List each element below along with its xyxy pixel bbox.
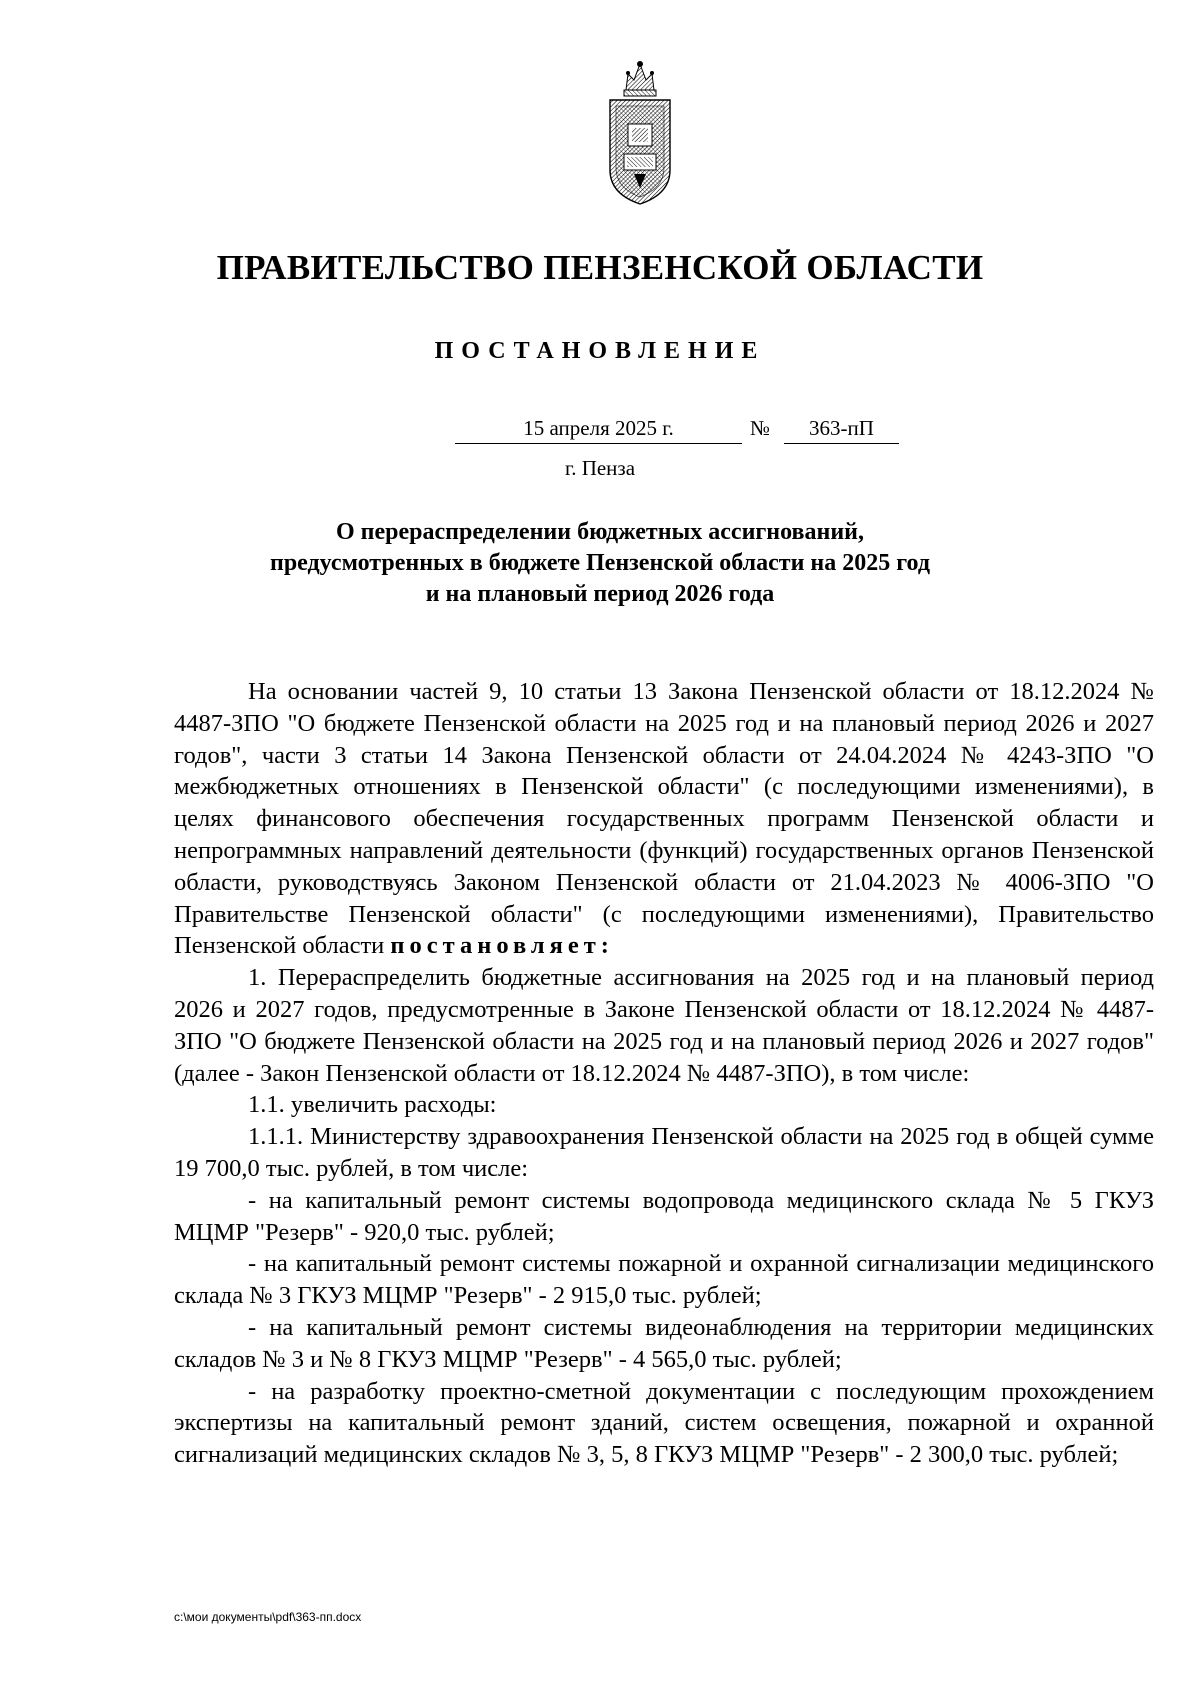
preamble-text: На основании частей 9, 10 статьи 13 Закона Пензенской области от 18.12.2024 № 4487-ЗПО "О бюджете Пензенской области на 2025 год и на плановый период 2026 и 2027 годов", части 3 статьи 14 Закона Пензенской области от 24.04.2024 № 4243-ЗПО "О межбюджетных отношениях в Пензенской области" (с последующими изменениями), в целях финансового обеспечения государственных программ Пензенской области и непрограммных направлений деятельности (функций) государственных органов Пензенской области, руководствуясь Законом Пензенской области от 21.04.2023 № 4006-ЗПО "О Правительстве Пензенской области" (с последующими изменениями), Правительство Пензенской области	[174, 678, 1154, 960]
subject-line-3: и на плановый период 2026 года	[425, 581, 775, 607]
bullet-paragraph: - на разработку проектно-сметной документации с последующим прохождением экспертизы на капитальный ремонт зданий, систем освещения, пожарной и охранной сигнализаций медицинских складов № 3, 5, 8 ГКУЗ МЦМР "Резерв" - 2 300,0 тыс. рублей;	[174, 1377, 1154, 1469]
document-city: г. Пенза	[564, 456, 636, 480]
document-number: 363-пП	[784, 416, 899, 444]
item-1-1-1-paragraph: 1.1.1. Министерству здравоохранения Пензенской области на 2025 год в общей сумме 19 700,0 тыс. рублей, в том числе:	[174, 1123, 1154, 1182]
subject-line-1: О перераспределении бюджетных ассигнований,	[336, 519, 864, 545]
coat-of-arms-icon	[604, 58, 676, 208]
number-sign: №	[750, 416, 771, 440]
bullet-paragraph: - на капитальный ремонт системы пожарной и охранной сигнализации медицинского склада № 3 ГКУЗ МЦМР "Резерв" - 2 915,0 тыс. рублей;	[174, 1250, 1154, 1310]
item-1-1-paragraph: 1.1. увеличить расходы:	[248, 1091, 497, 1119]
subject-line-2: предусмотренных в бюджете Пензенской области на 2025 год	[270, 550, 930, 576]
bullet-paragraph: - на капитальный ремонт системы видеонаблюдения на территории медицинских складов № 3 и № 8 ГКУЗ МЦМР "Резерв" - 4 565,0 тыс. рублей;	[174, 1313, 1154, 1373]
bullet-paragraph: - на капитальный ремонт системы водопровода медицинского склада № 5 ГКУЗ МЦМР "Резерв" - 920,0 тыс. рублей;	[174, 1186, 1154, 1246]
document-date: 15 апреля 2025 г.	[455, 416, 742, 444]
resolves-word: постановляет:	[390, 932, 614, 960]
date-number-line	[0, 416, 1200, 446]
government-title: ПРАВИТЕЛЬСТВО ПЕНЗЕНСКОЙ ОБЛАСТИ	[216, 248, 984, 287]
document-type: ПОСТАНОВЛЕНИЕ	[434, 338, 766, 364]
footer-file-path: c:\мои документы\pdf\363-пп.docx	[174, 1610, 362, 1624]
item-1-paragraph: 1. Перераспределить бюджетные ассигнования на 2025 год и на плановый период 2026 и 2027 годов, предусмотренные в Законе Пензенской области от 18.12.2024 № 4487-ЗПО "О бюджете Пензенской области на 2025 год и на плановый период 2026 и 2027 годов" (далее - Закон Пензенской области от 18.12.2024 № 4487-ЗПО), в том числе:	[174, 964, 1154, 1087]
document-subject	[0, 517, 1200, 610]
document-body	[174, 676, 1154, 1471]
preamble-paragraph	[174, 676, 1154, 962]
